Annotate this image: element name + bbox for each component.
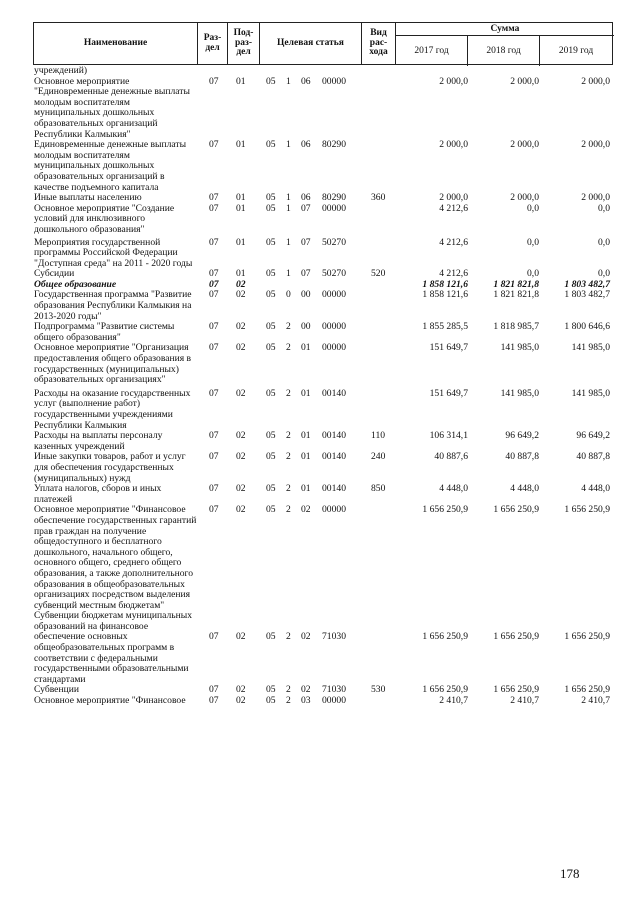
row-name: Уплата налогов, сборов и иных платежей bbox=[34, 483, 162, 505]
cell-y18: 2 000,0 bbox=[510, 139, 539, 151]
cell-p1: 05 bbox=[266, 139, 276, 151]
row-name: Основное мероприятие "Организация предоставления общего образования в государственных (муниципальных) образовательных организациях" bbox=[34, 342, 192, 386]
cell-y18: 4 448,0 bbox=[510, 483, 539, 495]
cell-p2: 1 bbox=[286, 268, 291, 280]
cell-p4: 71030 bbox=[322, 684, 346, 696]
cell-y17: 2 000,0 bbox=[439, 75, 468, 87]
cell-p1: 05 bbox=[266, 268, 276, 280]
cell-p4: 00000 bbox=[322, 342, 346, 354]
cell-podr: 02 bbox=[236, 430, 246, 442]
header-podrazdel: Под-раз-дел bbox=[228, 23, 260, 64]
cell-razdel: 07 bbox=[209, 631, 219, 643]
cell-y17: 151 649,7 bbox=[429, 387, 468, 399]
cell-y18: 0,0 bbox=[527, 202, 539, 214]
cell-y19: 2 000,0 bbox=[581, 139, 610, 151]
cell-p1: 05 bbox=[266, 631, 276, 643]
cell-y19: 141 985,0 bbox=[571, 387, 610, 399]
row-name: учреждений) bbox=[34, 65, 88, 76]
row-name: Основное мероприятие "Создание условий для инклюзивного дошкольного образования" bbox=[34, 202, 175, 235]
cell-y19: 141 985,0 bbox=[571, 342, 610, 354]
cell-p1: 05 bbox=[266, 289, 276, 301]
cell-y19: 1 656 250,9 bbox=[564, 504, 610, 516]
cell-y17: 106 314,1 bbox=[429, 430, 468, 442]
table-row bbox=[33, 389, 618, 431]
cell-y19: 2 000,0 bbox=[581, 75, 610, 87]
header-vid: Вид рас-хода bbox=[362, 23, 396, 64]
cell-razdel: 07 bbox=[209, 202, 219, 214]
cell-y19: 0,0 bbox=[598, 202, 610, 214]
page-number: 178 bbox=[560, 866, 580, 881]
table-row bbox=[33, 505, 618, 611]
cell-p3: 07 bbox=[301, 268, 311, 280]
table-row bbox=[33, 204, 618, 236]
cell-p2: 2 bbox=[286, 483, 291, 495]
cell-p4: 00140 bbox=[322, 451, 346, 463]
cell-razdel: 07 bbox=[209, 75, 219, 87]
cell-y18: 96 649,2 bbox=[505, 430, 539, 442]
cell-podr: 01 bbox=[236, 268, 246, 280]
cell-p2: 1 bbox=[286, 75, 291, 87]
table-row bbox=[33, 484, 618, 505]
cell-p2: 2 bbox=[286, 451, 291, 463]
cell-p1: 05 bbox=[266, 684, 276, 696]
cell-p1: 05 bbox=[266, 236, 276, 248]
cell-vid: 850 bbox=[371, 483, 386, 495]
cell-podr: 01 bbox=[236, 139, 246, 151]
cell-p3: 06 bbox=[301, 139, 311, 151]
cell-p2: 1 bbox=[286, 236, 291, 248]
cell-y17: 1 656 250,9 bbox=[422, 504, 468, 516]
cell-p1: 05 bbox=[266, 321, 276, 333]
cell-y19: 1 656 250,9 bbox=[564, 631, 610, 643]
cell-y17: 1 855 285,5 bbox=[422, 321, 468, 333]
cell-p3: 01 bbox=[301, 451, 311, 463]
table-body bbox=[33, 66, 618, 707]
cell-y19: 1 800 646,6 bbox=[564, 321, 610, 333]
cell-p3: 01 bbox=[301, 342, 311, 354]
table-row bbox=[33, 431, 618, 452]
cell-podr: 02 bbox=[236, 387, 246, 399]
row-name: Государственная программа "Развитие образования Республики Калмыкия на 2013-2020 годы" bbox=[34, 289, 192, 322]
row-name: Субвенции bbox=[34, 684, 79, 696]
table-row bbox=[33, 611, 618, 685]
row-name: Единовременные денежные выплаты молодым воспитателям муниципальных дошкольных образовательных организаций в качестве подъемного капитала bbox=[34, 139, 187, 193]
cell-y18: 1 818 985,7 bbox=[493, 321, 539, 333]
cell-p4: 80290 bbox=[322, 192, 346, 204]
cell-y18: 141 985,0 bbox=[500, 342, 539, 354]
cell-p3: 07 bbox=[301, 202, 311, 214]
cell-razdel: 07 bbox=[209, 268, 219, 280]
cell-p1: 05 bbox=[266, 75, 276, 87]
cell-y17: 4 212,6 bbox=[439, 236, 468, 248]
cell-y18: 2 000,0 bbox=[510, 192, 539, 204]
row-name: Основное мероприятие "Единовременные денежные выплаты молодым воспитателям муниципальных дошкольных образовательных организаций Республики Калмыкия" bbox=[34, 75, 190, 140]
cell-p2: 2 bbox=[286, 387, 291, 399]
cell-vid: 110 bbox=[371, 430, 386, 442]
cell-vid: 530 bbox=[371, 684, 386, 696]
cell-p2: 0 bbox=[286, 289, 291, 301]
cell-p3: 02 bbox=[301, 504, 311, 516]
cell-podr: 02 bbox=[236, 321, 246, 333]
cell-p4: 00000 bbox=[322, 504, 346, 516]
cell-p3: 02 bbox=[301, 684, 311, 696]
cell-p4: 00000 bbox=[322, 695, 346, 707]
cell-p1: 05 bbox=[266, 451, 276, 463]
cell-razdel: 07 bbox=[209, 695, 219, 707]
cell-p4: 00140 bbox=[322, 430, 346, 442]
cell-p4: 00000 bbox=[322, 202, 346, 214]
header-year-2019: 2019 год bbox=[558, 46, 594, 56]
cell-p3: 06 bbox=[301, 75, 311, 87]
cell-y19: 1 803 482,7 bbox=[564, 278, 610, 290]
cell-podr: 01 bbox=[236, 202, 246, 214]
cell-y19: 40 887,8 bbox=[576, 451, 610, 463]
cell-p4: 00000 bbox=[322, 321, 346, 333]
cell-y18: 0,0 bbox=[527, 268, 539, 280]
cell-y18: 40 887,8 bbox=[505, 451, 539, 463]
cell-y18: 1 656 250,9 bbox=[493, 504, 539, 516]
cell-razdel: 07 bbox=[209, 387, 219, 399]
cell-p1: 05 bbox=[266, 695, 276, 707]
cell-y18: 0,0 bbox=[527, 236, 539, 248]
cell-y18: 141 985,0 bbox=[500, 387, 539, 399]
table-row bbox=[33, 290, 618, 322]
cell-p4: 00000 bbox=[322, 75, 346, 87]
cell-vid: 240 bbox=[371, 451, 386, 463]
cell-podr: 02 bbox=[236, 483, 246, 495]
cell-razdel: 07 bbox=[209, 192, 219, 204]
cell-p3: 01 bbox=[301, 387, 311, 399]
cell-p4: 00140 bbox=[322, 483, 346, 495]
row-name: Субсидии bbox=[34, 268, 75, 280]
cell-y18: 2 000,0 bbox=[510, 75, 539, 87]
cell-y18: 1 821 821,8 bbox=[493, 278, 539, 290]
cell-p2: 2 bbox=[286, 695, 291, 707]
cell-y17: 4 448,0 bbox=[439, 483, 468, 495]
cell-y18: 1 656 250,9 bbox=[493, 684, 539, 696]
cell-p2: 2 bbox=[286, 321, 291, 333]
cell-razdel: 07 bbox=[209, 342, 219, 354]
cell-podr: 02 bbox=[236, 278, 246, 290]
cell-razdel: 07 bbox=[209, 278, 219, 290]
cell-razdel: 07 bbox=[209, 684, 219, 696]
cell-y18: 1 656 250,9 bbox=[493, 631, 539, 643]
cell-razdel: 07 bbox=[209, 139, 219, 151]
cell-y19: 2 000,0 bbox=[581, 192, 610, 204]
row-name: Иные закупки товаров, работ и услуг для обеспечения государственных (муниципальных) нужд bbox=[34, 451, 186, 484]
cell-p4: 00000 bbox=[322, 289, 346, 301]
header-celevaya: Целевая статья bbox=[260, 23, 362, 64]
cell-p4: 71030 bbox=[322, 631, 346, 643]
cell-p2: 2 bbox=[286, 430, 291, 442]
row-name: Иные выплаты населению bbox=[34, 192, 142, 204]
cell-p3: 00 bbox=[301, 289, 311, 301]
cell-y17: 1 858 121,6 bbox=[422, 278, 468, 290]
cell-podr: 01 bbox=[236, 236, 246, 248]
row-name: Подпрограмма "Развитие системы общего образования" bbox=[34, 321, 175, 343]
cell-y17: 151 649,7 bbox=[429, 342, 468, 354]
cell-y17: 2 410,7 bbox=[439, 695, 468, 707]
cell-podr: 02 bbox=[236, 342, 246, 354]
cell-y17: 2 000,0 bbox=[439, 139, 468, 151]
cell-razdel: 07 bbox=[209, 236, 219, 248]
row-name: Основное мероприятие "Финансовое обеспечение государственных гарантий прав граждан на получение общедоступного и бесплатного дошкольного, начального общего, основного общего, среднего общего образования, а также дополнительного образования в общеобразовательных организациях посредством выделения субвенций местным бюджетам" bbox=[34, 504, 197, 611]
cell-p1: 05 bbox=[266, 387, 276, 399]
cell-y17: 40 887,6 bbox=[434, 451, 468, 463]
cell-y18: 1 821 821,8 bbox=[493, 289, 539, 301]
header-year-2018: 2018 год bbox=[468, 36, 540, 66]
cell-y19: 0,0 bbox=[598, 268, 610, 280]
cell-podr: 02 bbox=[236, 504, 246, 516]
cell-razdel: 07 bbox=[209, 451, 219, 463]
cell-p4: 00140 bbox=[322, 387, 346, 399]
cell-y19: 0,0 bbox=[598, 236, 610, 248]
row-name: Мероприятия государственной программы Российской Федерации "Доступная среда" на 2011 - 2020 годы bbox=[34, 236, 193, 269]
cell-p1: 05 bbox=[266, 504, 276, 516]
cell-razdel: 07 bbox=[209, 483, 219, 495]
header-year-2017: 2017 год bbox=[396, 36, 468, 66]
row-name: Субвенции бюджетам муниципальных образований на финансовое обеспечение основных общеобразовательных программ в соответствии с федеральными государственными образовательными стандартами bbox=[34, 610, 193, 685]
cell-razdel: 07 bbox=[209, 430, 219, 442]
table-row bbox=[33, 452, 618, 484]
table-row bbox=[33, 66, 618, 77]
cell-podr: 02 bbox=[236, 695, 246, 707]
cell-podr: 01 bbox=[236, 75, 246, 87]
row-name: Расходы на оказание государственных услуг (выполнение работ) государственными учреждениями Республики Калмыкия bbox=[34, 387, 191, 431]
table-row bbox=[33, 140, 618, 193]
cell-p4: 80290 bbox=[322, 139, 346, 151]
cell-y17: 1 656 250,9 bbox=[422, 684, 468, 696]
cell-vid: 360 bbox=[371, 192, 386, 204]
cell-y19: 1 803 482,7 bbox=[564, 289, 610, 301]
cell-p1: 05 bbox=[266, 430, 276, 442]
table-row bbox=[33, 238, 618, 270]
cell-p2: 2 bbox=[286, 631, 291, 643]
cell-y17: 1 858 121,6 bbox=[422, 289, 468, 301]
cell-podr: 02 bbox=[236, 684, 246, 696]
cell-p2: 2 bbox=[286, 342, 291, 354]
cell-podr: 02 bbox=[236, 451, 246, 463]
cell-razdel: 07 bbox=[209, 504, 219, 516]
row-name: Общее образование bbox=[34, 278, 117, 290]
table-header bbox=[33, 22, 613, 65]
cell-vid: 520 bbox=[371, 268, 386, 280]
cell-y17: 2 000,0 bbox=[439, 192, 468, 204]
cell-p4: 50270 bbox=[322, 268, 346, 280]
cell-podr: 01 bbox=[236, 192, 246, 204]
row-name: Основное мероприятие "Финансовое bbox=[34, 695, 186, 707]
cell-podr: 02 bbox=[236, 631, 246, 643]
cell-p2: 1 bbox=[286, 139, 291, 151]
header-summa: Сумма bbox=[396, 23, 614, 36]
row-name: Расходы на выплаты персоналу казенных учреждений bbox=[34, 430, 163, 452]
cell-y17: 1 656 250,9 bbox=[422, 631, 468, 643]
cell-y19: 1 656 250,9 bbox=[564, 684, 610, 696]
cell-y19: 2 410,7 bbox=[581, 695, 610, 707]
header-name: Наименование bbox=[34, 23, 198, 64]
cell-razdel: 07 bbox=[209, 289, 219, 301]
cell-y17: 4 212,6 bbox=[439, 202, 468, 214]
cell-p1: 05 bbox=[266, 483, 276, 495]
cell-y17: 4 212,6 bbox=[439, 268, 468, 280]
cell-p2: 1 bbox=[286, 192, 291, 204]
cell-podr: 02 bbox=[236, 289, 246, 301]
cell-p4: 50270 bbox=[322, 236, 346, 248]
cell-p3: 02 bbox=[301, 631, 311, 643]
cell-p3: 00 bbox=[301, 321, 311, 333]
cell-p3: 01 bbox=[301, 430, 311, 442]
table-row bbox=[33, 696, 618, 707]
table-row bbox=[33, 343, 618, 385]
cell-p2: 1 bbox=[286, 202, 291, 214]
cell-y18: 2 410,7 bbox=[510, 695, 539, 707]
table-row bbox=[33, 77, 618, 141]
cell-p1: 05 bbox=[266, 202, 276, 214]
cell-p1: 05 bbox=[266, 342, 276, 354]
cell-razdel: 07 bbox=[209, 321, 219, 333]
table-row bbox=[33, 322, 618, 343]
cell-p3: 06 bbox=[301, 192, 311, 204]
cell-p3: 01 bbox=[301, 483, 311, 495]
cell-p3: 03 bbox=[301, 695, 311, 707]
cell-p2: 2 bbox=[286, 504, 291, 516]
cell-p2: 2 bbox=[286, 684, 291, 696]
cell-y19: 4 448,0 bbox=[581, 483, 610, 495]
cell-p3: 07 bbox=[301, 236, 311, 248]
header-razdel: Раз-дел bbox=[198, 23, 228, 64]
cell-y19: 96 649,2 bbox=[576, 430, 610, 442]
cell-p1: 05 bbox=[266, 192, 276, 204]
